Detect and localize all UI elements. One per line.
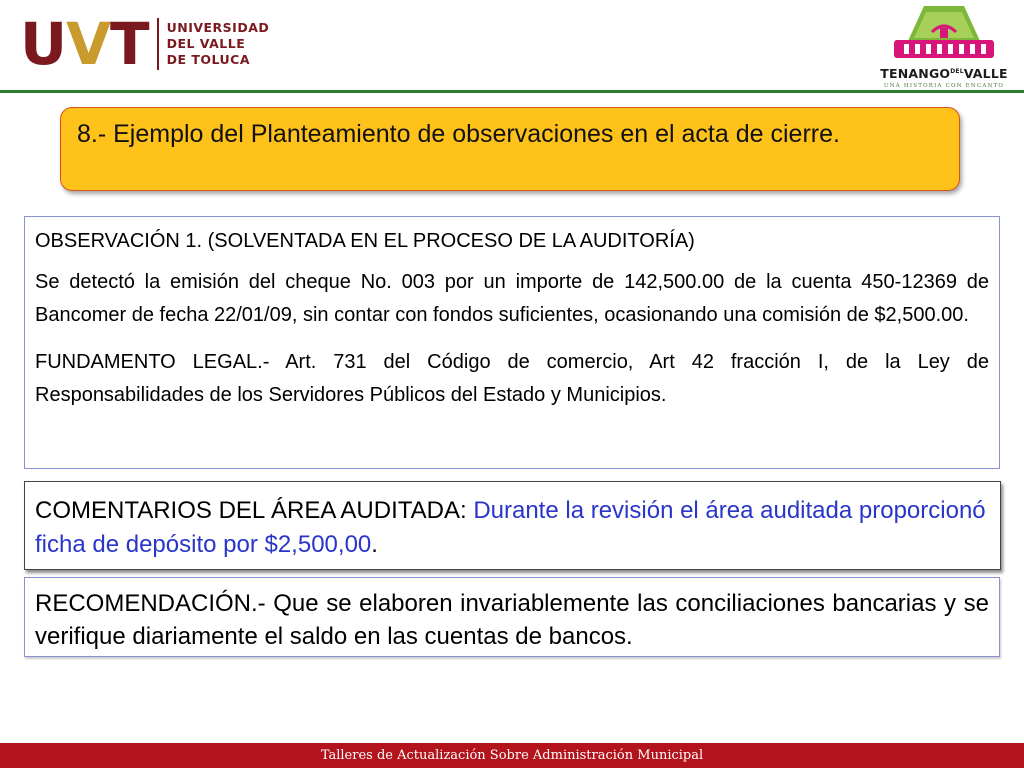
comments-separator: : xyxy=(459,497,474,524)
observation-heading: OBSERVACIÓN 1. (SOLVENTADA EN EL PROCESO DE LA AUDITORÍA) xyxy=(35,230,695,252)
tenango-logo-name: $TENANGO^{DEL}VALLE$ xyxy=(880,66,1008,81)
recommendation-box xyxy=(24,577,1000,657)
tenango-logo-tagline: UNA HISTORIA CON ENCANTO xyxy=(883,83,1005,89)
header-divider xyxy=(0,90,1024,93)
comments-end: . xyxy=(371,531,378,558)
recommendation-text: Que se elaboren invariablemente las conciliaciones bancarias y se verifique diariamente el saldo en las cuentas de bancos. xyxy=(35,590,989,650)
audited-area-comments-box xyxy=(24,481,1001,570)
slide-footer: Talleres de Actualización Sobre Administración Municipal xyxy=(0,743,1024,768)
slide-header xyxy=(0,0,1024,92)
observation-box xyxy=(24,216,1000,469)
observation-body: Se detectó la emisión del cheque No. 003 por un importe de 142,500.00 de la cuenta 450-12369 de Bancomer de fecha 22/01/09, sin contar con fondos suficientes, ocasionando una comisión de $2,500.00. xyxy=(35,271,989,326)
pyramid-icon xyxy=(874,2,1014,66)
uvt-logo-text: UNIVERSIDAD DEL VALLE DE TOLUCA xyxy=(166,20,270,67)
recommendation-label: RECOMENDACIÓN.- xyxy=(35,590,266,617)
uvt-logo-divider xyxy=(157,18,159,70)
uvt-logo-letters: UVT xyxy=(20,10,149,78)
tenango-logo xyxy=(874,2,1014,90)
uvt-logo xyxy=(20,10,270,78)
comments-label: COMENTARIOS DEL ÁREA AUDITADA xyxy=(35,497,460,524)
comments-text: Durante la revisión el área auditada proporcionó ficha de depósito por $2,500,00 xyxy=(35,497,986,558)
slide-title: 8.- Ejemplo del Planteamiento de observaciones en el acta de cierre. xyxy=(60,107,960,191)
observation-legal-basis: FUNDAMENTO LEGAL.- Art. 731 del Código de comercio, Art 42 fracción I, de la Ley de Responsabilidades de los Servidores Públicos del Estado y Municipios. xyxy=(35,351,989,406)
